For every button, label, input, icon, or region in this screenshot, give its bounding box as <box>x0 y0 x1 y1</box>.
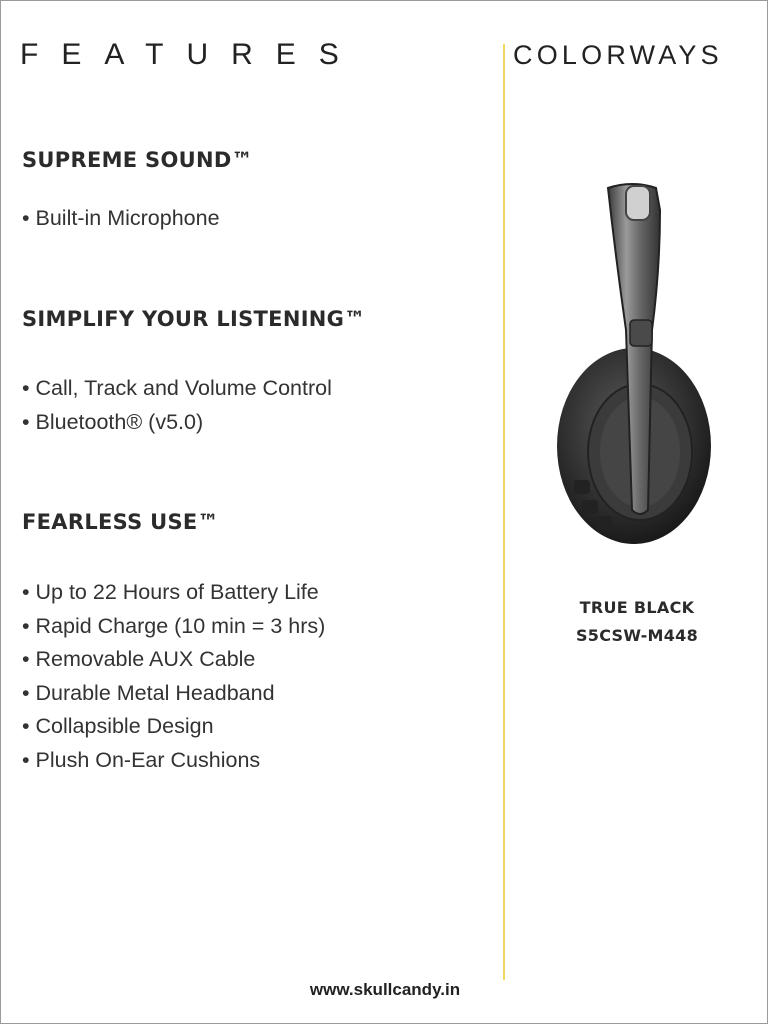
feature-item: • Up to 22 Hours of Battery Life <box>22 580 319 604</box>
section-heading-fearless-use: FEARLESS USE™ <box>22 510 219 534</box>
column-divider <box>503 44 505 980</box>
feature-item: • Removable AUX Cable <box>22 647 256 672</box>
feature-item: • Collapsible Design <box>22 714 214 739</box>
features-title: FEATURES <box>20 38 362 71</box>
feature-item: • Bluetooth® (v5.0) <box>22 409 204 434</box>
feature-list-simplify-listening <box>22 372 332 439</box>
feature-item: • Call, Track and Volume Control <box>22 376 332 400</box>
colorway-name: TRUE BLACK <box>579 598 695 617</box>
footer-website-link[interactable]: www.skullcandy.in <box>309 980 461 999</box>
feature-item: • Plush On-Ear Cushions <box>22 747 261 772</box>
feature-item: • Rapid Charge (10 min = 3 hrs) <box>22 613 326 638</box>
feature-list-supreme-sound <box>22 202 220 236</box>
section-heading-supreme-sound: SUPREME SOUND™ <box>22 148 253 172</box>
feature-item: • Durable Metal Headband <box>22 680 275 705</box>
section-heading-simplify-listening: SIMPLIFY YOUR LISTENING™ <box>22 307 366 331</box>
colorway-sku: S5CSW-M448 <box>575 626 699 645</box>
headphone-product-image <box>548 180 728 550</box>
feature-list-fearless-use <box>22 576 325 778</box>
feature-item: • Built-in Microphone <box>22 206 220 230</box>
colorways-title: COLORWAYS <box>513 40 723 70</box>
